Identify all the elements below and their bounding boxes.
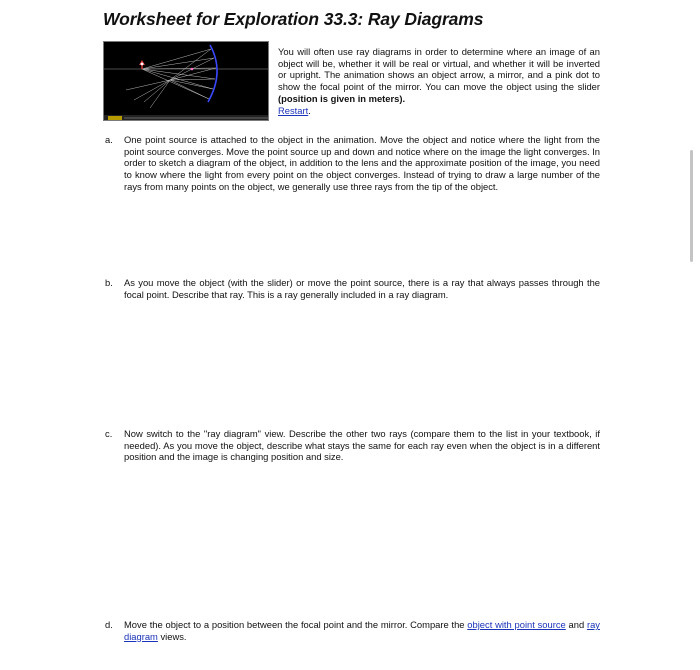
question-text-start: Move the object to a position between the focal point and the mirror. Compare the (124, 619, 468, 630)
intro-text: You will often use ray diagrams in order to determine where an image of an object will be, whether it will be real or virtual, and whether it will be inverted or upright. The animation shows an object arrow, a mirror, and a pink dot to show the focal point of the mirror. You can move the object using the slider (278, 46, 600, 93)
question-text: As you move the object (with the slider) or move the point source, there is a ray that always passes through the focal point. Describe that ray. This is a ray generally included in a ray diagram. (124, 277, 600, 300)
slider-handle[interactable] (108, 116, 122, 121)
question-text-middle: and (565, 619, 587, 630)
animation-canvas[interactable] (104, 42, 269, 121)
intro-paragraph: You will often use ray diagrams in order to determine where an image of an object will be, whether it will be real or virtual, and whether it will be inverted or upright. The animation shows an object arrow, a mirror, and a pink dot to show the focal point of the mirror. You can move the object using the slider (position is given in meters). Restart. (278, 46, 600, 116)
question-letter: c. (105, 428, 113, 439)
focal-point-dot (191, 68, 194, 71)
page-title: Worksheet for Exploration 33.3: Ray Diagrams (103, 9, 484, 29)
question-text: Now switch to the "ray diagram" view. Describe the other two rays (compare them to the list in your textbook, if needed). As you move the object, describe what stays the same for each ray even when the object is in a different position and the image is changing position and size. (124, 428, 600, 463)
intro-bold-note: (position is given in meters). (278, 92, 406, 104)
slider-groove (124, 117, 268, 119)
object-with-point-source-link[interactable]: object with point source (467, 619, 566, 630)
question-text-end: views. (157, 630, 187, 642)
point-source[interactable] (141, 63, 144, 66)
restart-link[interactable]: Restart (278, 104, 309, 116)
question-letter: a. (105, 134, 113, 145)
question-text: One point source is attached to the object in the animation. Move the object and notice where the light from the point source converges. Move the point source up and down and notice where on the image the light converges. In order to sketch a diagram of the object, in addition to the lens and the approximate position of the image, you need to know where the light from every point on the object converges. Instead of trying to draw a large number of the rays from many points on the object, we generally use three rays from the tip of the object. (124, 134, 600, 192)
question-letter: b. (105, 277, 113, 288)
ray-diagram-animation[interactable] (103, 41, 269, 121)
question-text (124, 619, 600, 642)
ray-diagram-link[interactable]: ray diagram (124, 619, 600, 642)
vertical-scrollbar[interactable] (690, 150, 693, 262)
question-letter: d. (105, 619, 113, 630)
